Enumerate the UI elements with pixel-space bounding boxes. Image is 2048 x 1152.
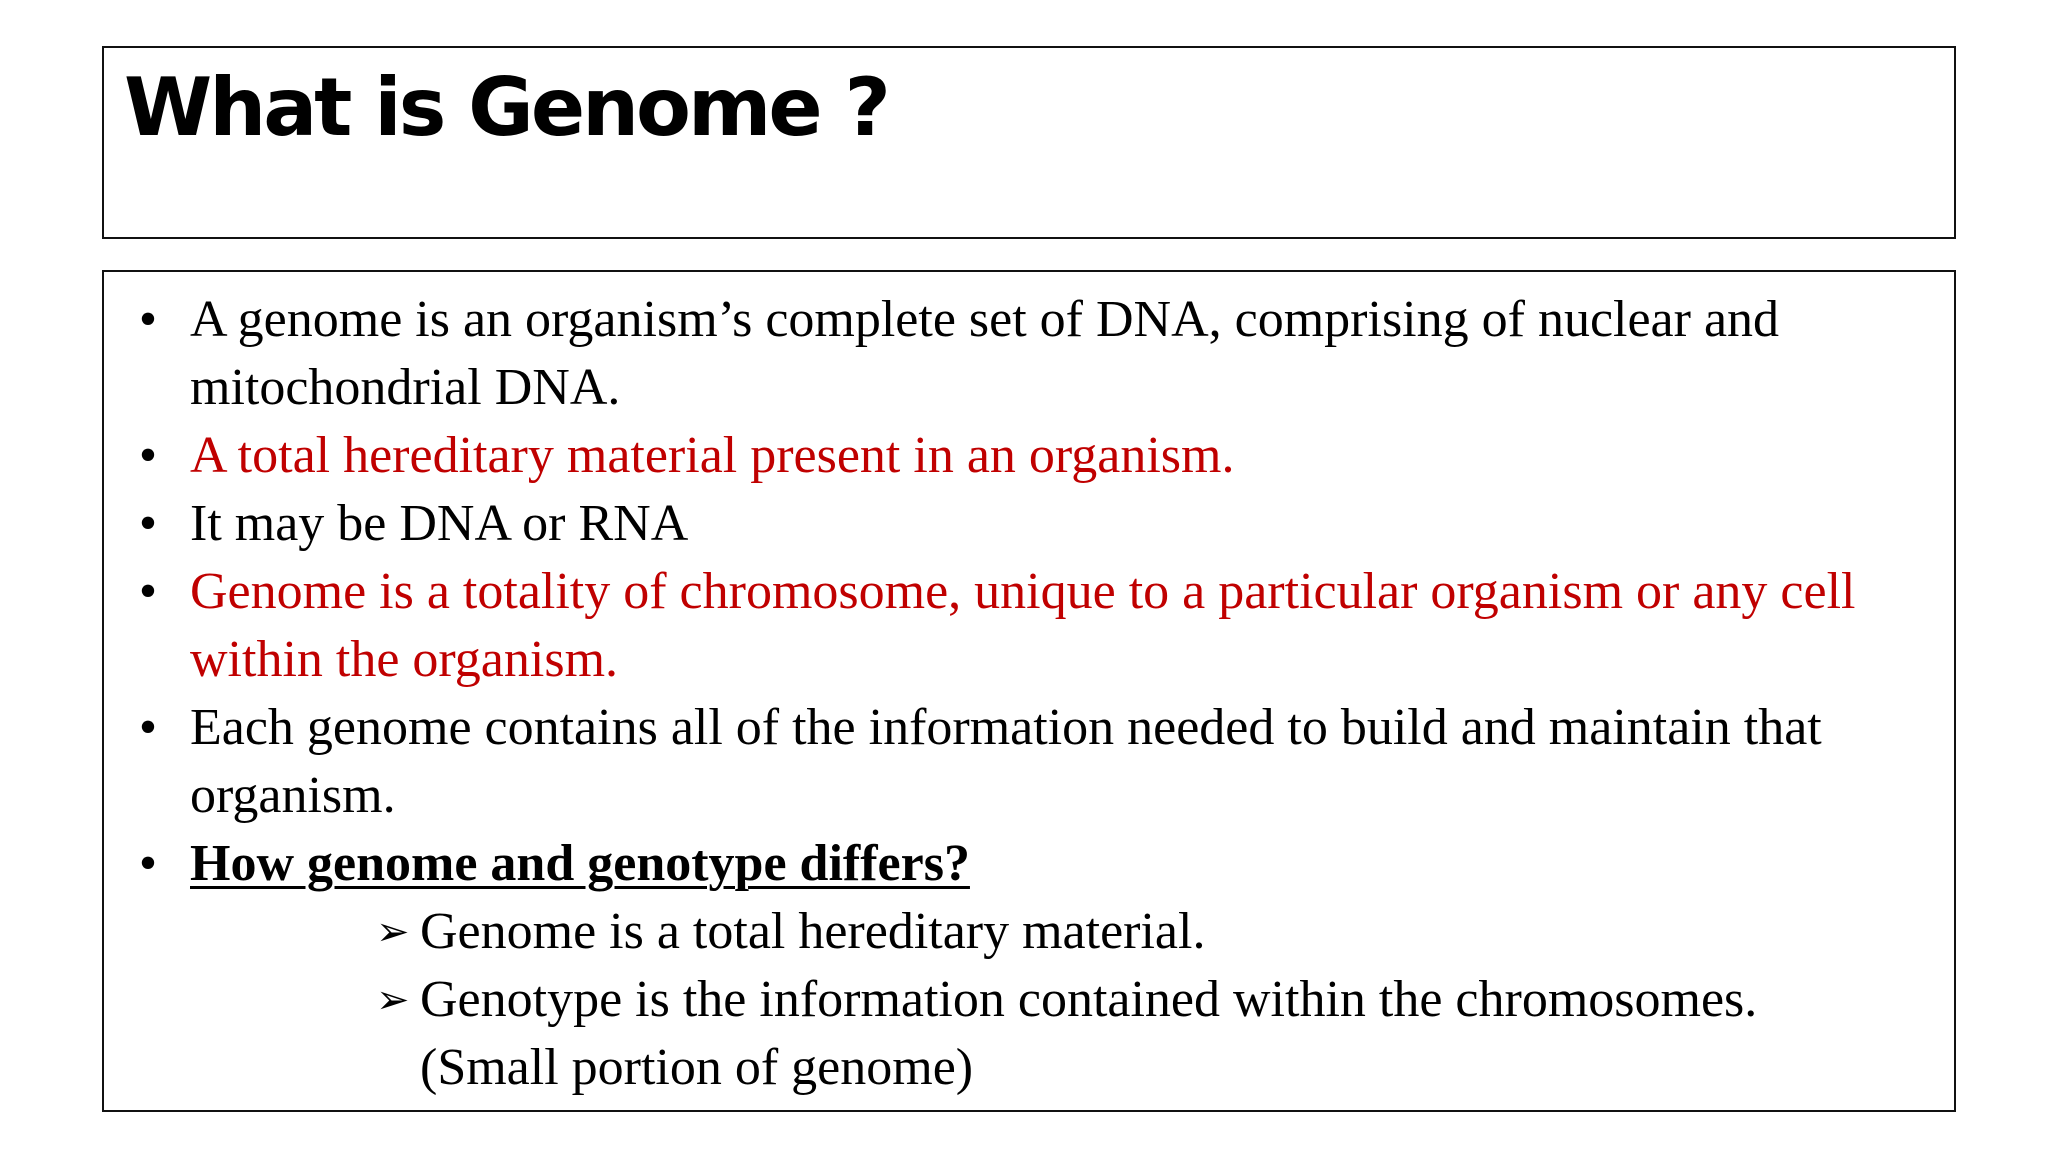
bullet-icon: • bbox=[138, 495, 158, 552]
answer-text: Genotype is the information contained within the chromosomes. (Small portion of genome) bbox=[420, 971, 1758, 1096]
bullet-text: A genome is an organism’s complete set of DNA, comprising of nuclear and mitochondrial DNA. bbox=[190, 291, 1780, 416]
bullet-item bbox=[128, 490, 1934, 558]
answer-item bbox=[376, 966, 1896, 1102]
arrow-bullet-icon: ➢ bbox=[376, 977, 410, 1023]
bullet-icon: • bbox=[138, 563, 158, 620]
answer-list bbox=[376, 898, 1896, 1102]
bullet-icon: • bbox=[138, 699, 158, 756]
arrow-bullet-icon: ➢ bbox=[376, 909, 410, 955]
bullet-text: A total hereditary material present in an organism. bbox=[190, 427, 1235, 484]
answer-text: Genome is a total hereditary material. bbox=[420, 903, 1206, 960]
bullet-list bbox=[128, 286, 1934, 1102]
title-box bbox=[102, 46, 1956, 239]
bullet-item bbox=[128, 694, 1934, 830]
bullet-text: It may be DNA or RNA bbox=[190, 495, 689, 552]
answer-item bbox=[376, 898, 1896, 966]
bullet-text: Each genome contains all of the information needed to build and maintain that organism. bbox=[190, 699, 1822, 824]
bullet-item bbox=[128, 286, 1934, 422]
slide-title: What is Genome ? bbox=[124, 61, 888, 154]
bullet-icon: • bbox=[138, 835, 158, 892]
bullet-text: Genome is a totality of chromosome, unique to a particular organism or any cell within the organism. bbox=[190, 563, 1856, 688]
bullet-item bbox=[128, 422, 1934, 490]
content-box bbox=[102, 270, 1956, 1112]
question-item bbox=[128, 830, 1934, 1102]
bullet-icon: • bbox=[138, 427, 158, 484]
question-text: How genome and genotype differs? bbox=[190, 835, 970, 892]
bullet-item bbox=[128, 558, 1934, 694]
bullet-icon: • bbox=[138, 291, 158, 348]
